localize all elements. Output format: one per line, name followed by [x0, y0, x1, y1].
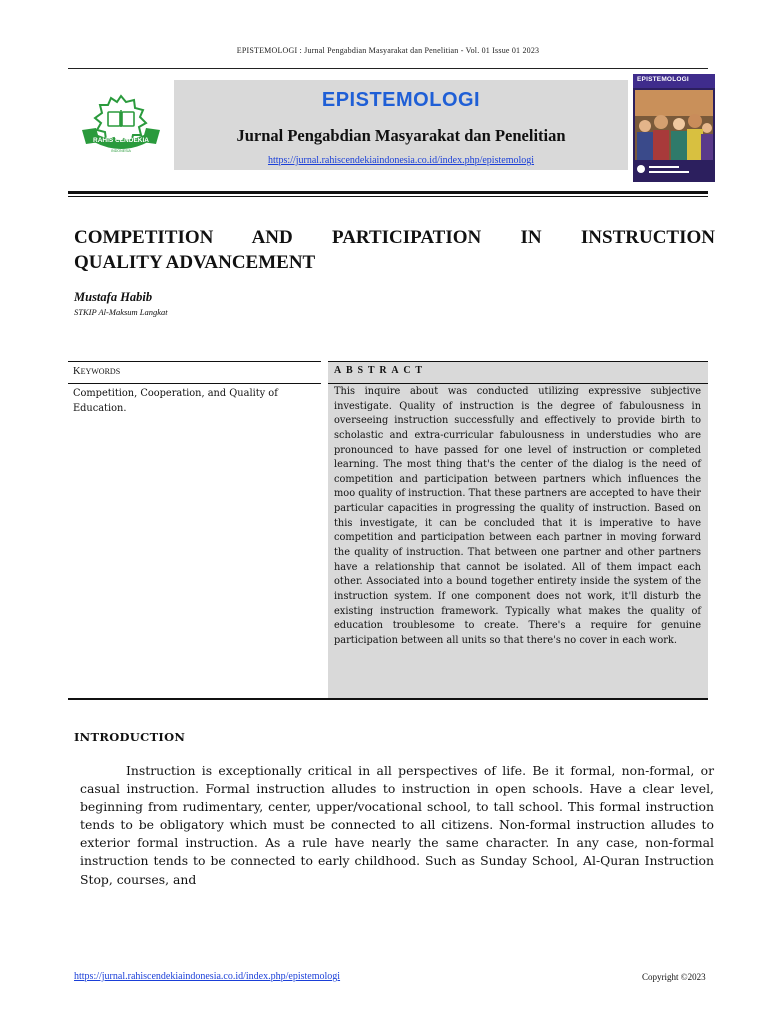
author-name: Mustafa Habib [74, 290, 153, 304]
logo-subtext: INDONESIA [111, 149, 131, 153]
keywords-heading [73, 366, 120, 377]
keywords-text: Competition, Cooperation, and Quality of Education. [73, 388, 278, 414]
journal-name: EPISTEMOLOGI [321, 89, 481, 111]
cover-crowd-illustration [633, 74, 715, 182]
masthead-rule-thin [68, 196, 708, 197]
footer-url-link[interactable]: https://jurnal.rahiscendekiaindonesia.co.id/index.php/epistemologi [74, 971, 341, 982]
abstract-bottom-rule [68, 698, 708, 700]
logo-name: RAHIS CENDEKIA [93, 137, 149, 144]
article-title-line2: QUALITY ADVANCEMENT [74, 252, 316, 273]
journal-masthead [174, 80, 628, 170]
cover-title: EPISTEMOLOGI [637, 76, 689, 83]
journal-cover-image [633, 74, 715, 182]
article-title-line1: COMPETITION AND PARTICIPATION IN INSTRUCTION [74, 227, 715, 248]
header-rule [68, 68, 708, 69]
keywords-divider [68, 383, 321, 384]
author-affiliation: STKIP Al-Maksum Langkat [74, 307, 168, 317]
journal-subtitle: Jurnal Pengabdian Masyarakat dan Penelitian [236, 126, 566, 145]
footer-copyright: Copyright ©2023 [642, 972, 706, 982]
abstract-text: This inquire about was conducted utilizing expressive subjective investigate. Quality of instruction is the degree of fabulousness in overseeing instruction successfully and effectively to provide birth to scholastic and extra-curricular fabulousness in understudies who are pronounced to have passed for one level of instruction or completed learning. The most thing that's the center of the dialog is the need of competition and participation between partners which influences the moo quality of instruction. That these partners are accepted to have their particular capacities in progressing the quality of instruction. Based on this investigate, it can be concluded that it is imperative to have competition and participation between each partner in moving forward the quality of instruction. That between one partner and other partners have a relationship that cannot be isolated. All of them impact each other. Associated into a bound together entirety inside the system of the instruction system. If one component does not work, it'll disturb the existing instruction framework. Typically what makes the quality of education troublesome to create. There's a require for genuine participation between all units so that there's no cover in each work. [334, 386, 701, 646]
rahis-cendekia-logo [78, 90, 164, 160]
keywords-heading-rest: EYWORDS [80, 367, 121, 376]
article-title [74, 225, 715, 275]
running-head: EPISTEMOLOGI : Jurnal Pengabdian Masyarakat dan Penelitian - Vol. 01 Issue 01 2023 [236, 46, 540, 55]
keywords-heading-initial: K [73, 366, 81, 377]
abstract-heading: ABSTRACT [334, 365, 427, 376]
abstract-divider [328, 383, 708, 384]
keywords-top-rule [68, 361, 321, 362]
introduction-heading: INTRODUCTION [74, 730, 186, 744]
introduction-paragraph: Instruction is exceptionally critical in all perspectives of life. Be it formal, non-formal, or casual instruction. Formal instruction alludes to instruction in open schools. Have a clear level, beginning from rudimentary, center, upper/vocational school, to tall school. This formal instruction tends to be obligatory which must be connected to all citizens. Non-formal instruction alludes to exterior formal instruction. As a rule have nearly the same character. In any case, non-formal instruction tends to be connected to early childhood. Such as Sunday School, Al-Quran Instruction Stop, courses, and [80, 763, 714, 887]
abstract-top-rule [328, 361, 708, 362]
masthead-rule-thick [68, 191, 708, 194]
journal-url-link[interactable]: https://jurnal.rahiscendekiaindonesia.co.id/index.php/epistemologi [267, 155, 535, 166]
